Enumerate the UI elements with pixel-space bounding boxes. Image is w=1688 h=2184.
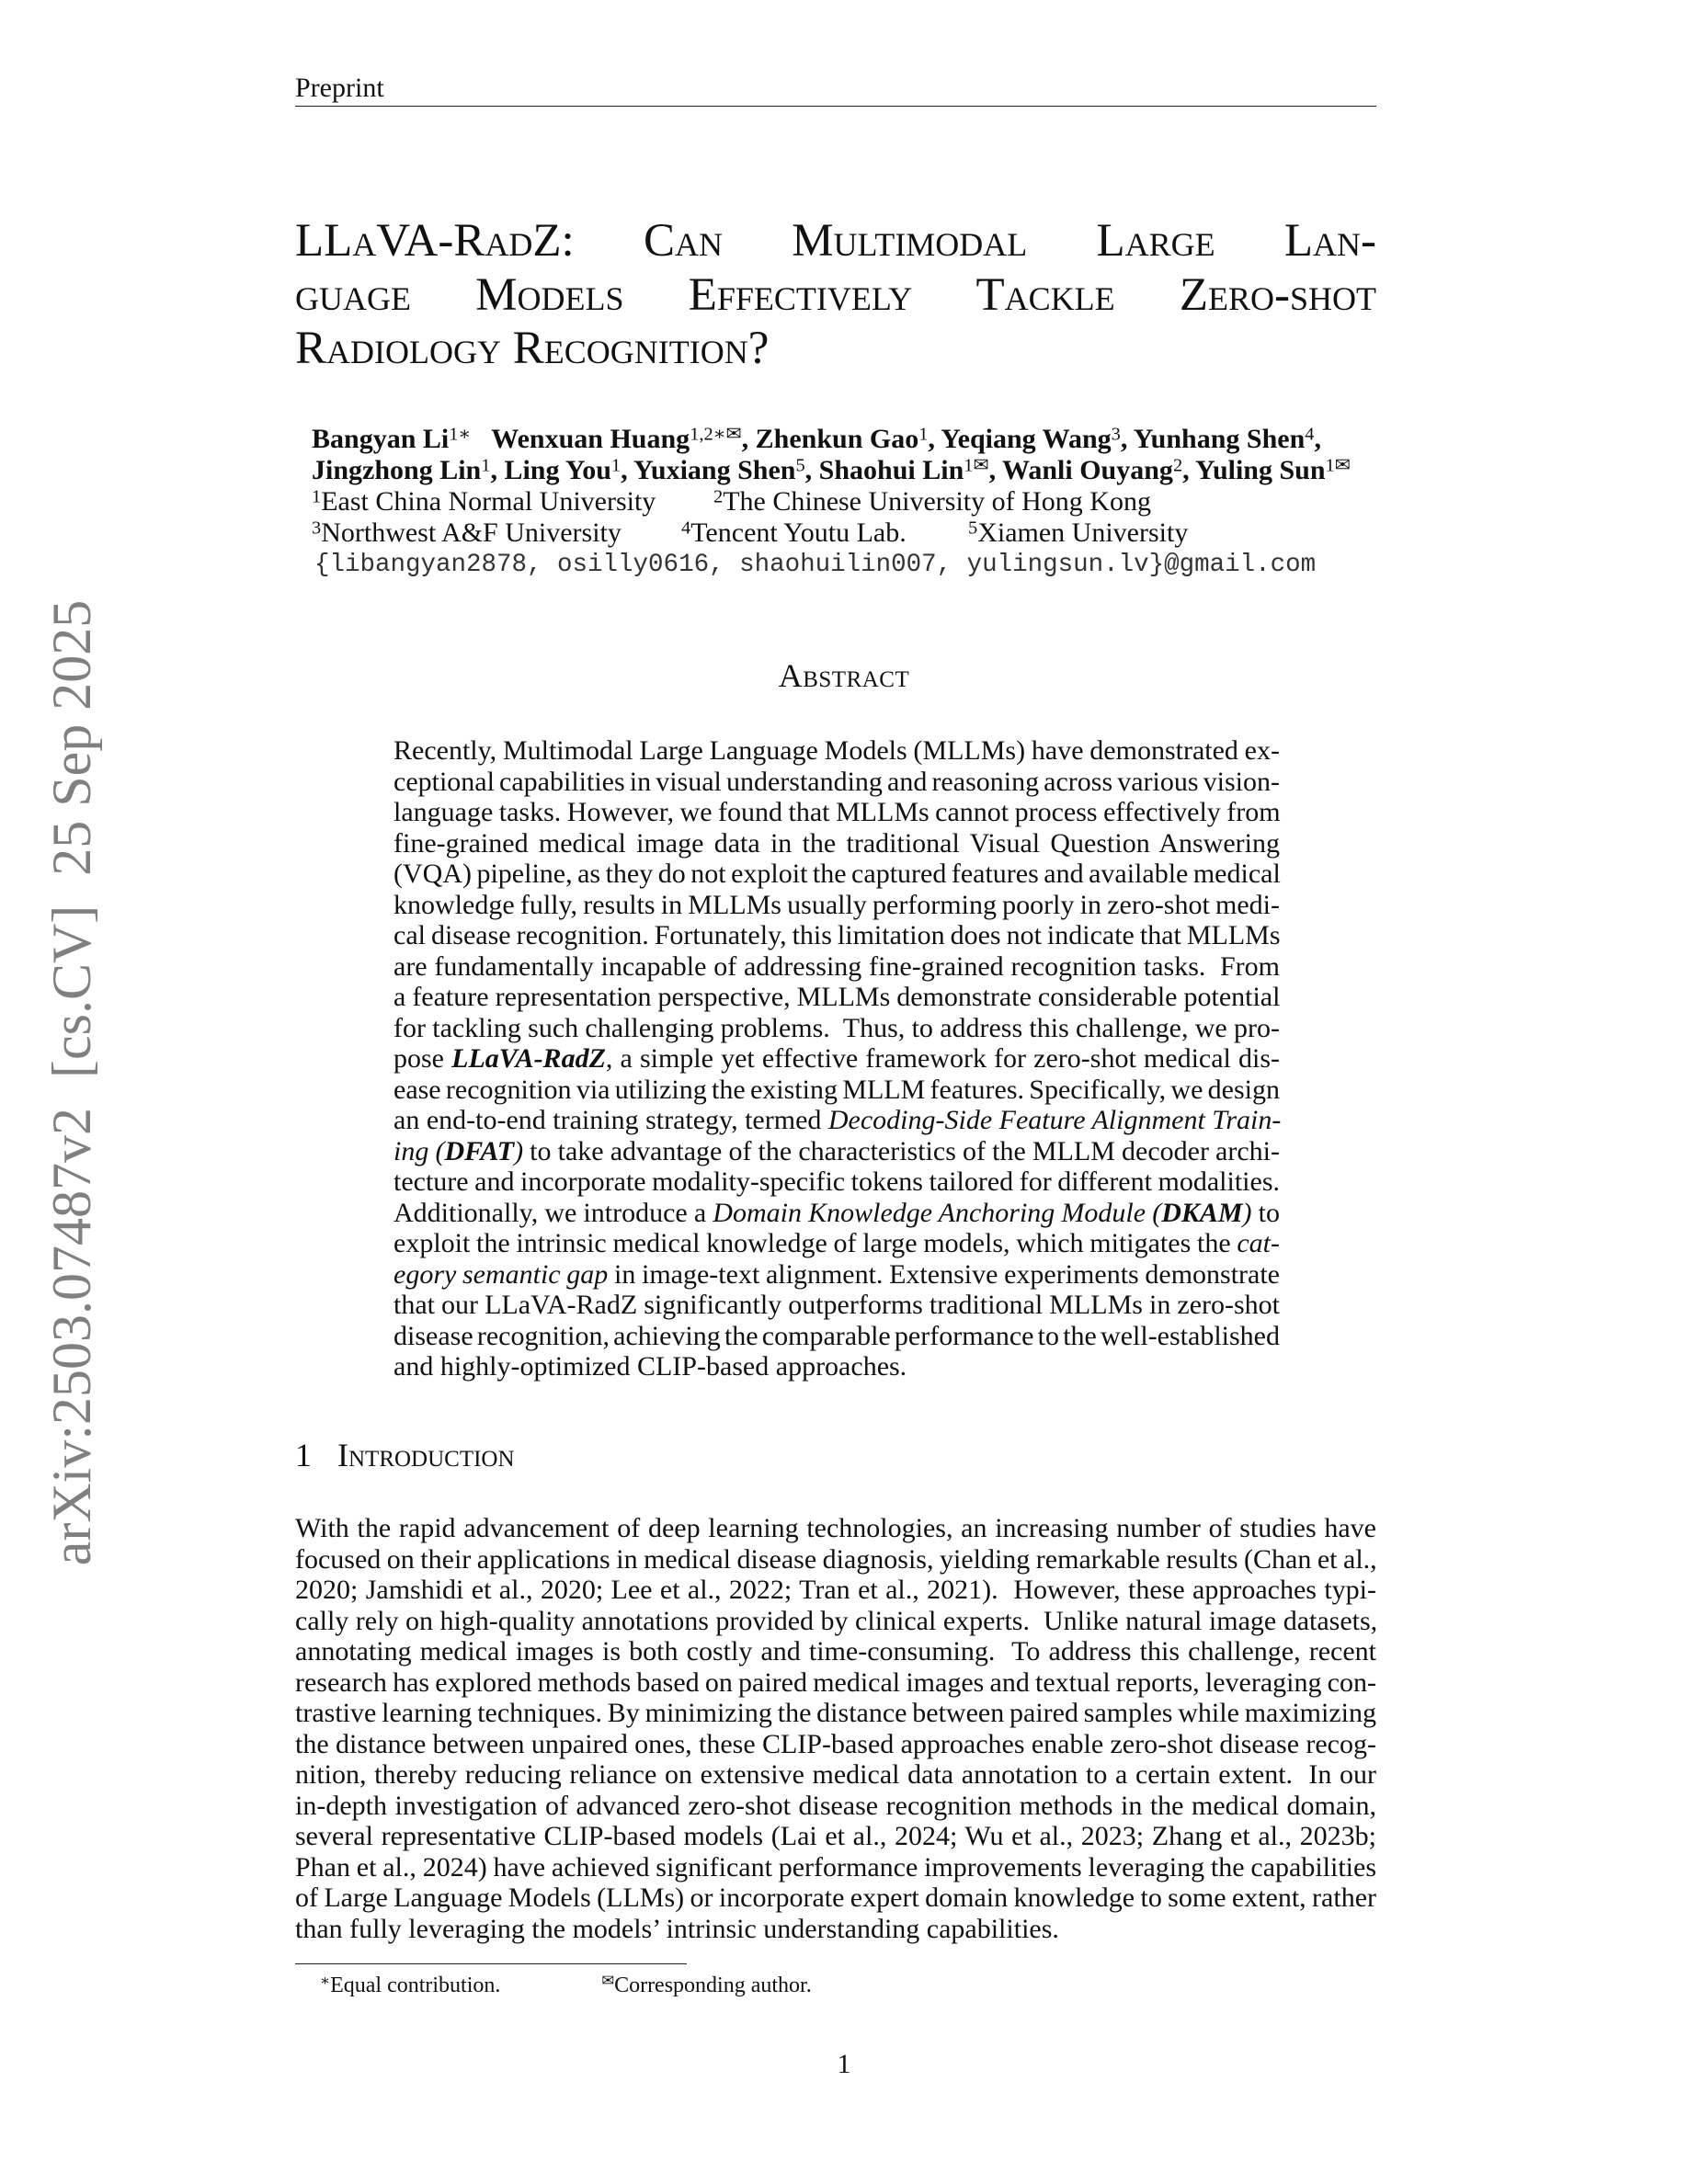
superscript: 1 [918, 424, 929, 445]
text-line [295, 1575, 1376, 1606]
text-segment: DKAM [1161, 1197, 1243, 1228]
text-line [295, 1852, 1376, 1883]
text-line [393, 1351, 1280, 1382]
superscript: 5 [795, 455, 805, 476]
superscript: 1∗ [449, 424, 472, 445]
text-segment: to [1251, 1197, 1281, 1228]
superscript: 1,2∗✉ [690, 424, 742, 445]
text-segment: of Large Language Models (LLMs) or incorporate expert domain knowledge to some extent, rather [295, 1883, 1376, 1913]
affiliation: $^3$Northwest A&F University [312, 518, 622, 548]
text-segment: (VQA) pipeline, as they do not exploit the captured features and available medical [393, 859, 1281, 889]
text-segment: are fundamentally incapable of addressing fine-grained recognition tasks. From [393, 950, 1280, 982]
text-segment: , [1314, 424, 1321, 454]
arxiv-date: 25 Sep 2025 [41, 599, 102, 876]
text-segment: knowledge fully, results in MLLMs usually performing poorly in zero-shot medi- [393, 889, 1280, 920]
text-line [393, 920, 1280, 951]
title-line: LLaVA-RadZ: Can Multimodal Large Lan- [295, 215, 1376, 267]
text-line [312, 455, 1351, 486]
abstract-heading: Abstract [778, 657, 910, 694]
text-segment: nition, thereby reducing reliance on extensive medical data annotation to a certain extent. In our [295, 1759, 1376, 1790]
text-segment: Jingzhong Lin [312, 455, 482, 485]
page-number: 1 [837, 2049, 851, 2079]
text-segment: , Yuxiang Shen [621, 455, 796, 485]
text-segment: an end-to-end training strategy, termed [393, 1105, 828, 1135]
affiliation: $^2$The Chinese University of Hong Kong [713, 486, 1151, 517]
text-segment: Wenxuan Huang [471, 424, 690, 454]
affiliation: $^5$Xiamen University [968, 518, 1189, 548]
running-header: Preprint [295, 73, 384, 103]
title-line: guage Models Effectively Tackle Zero-shot [295, 268, 1376, 321]
arxiv-id: arXiv:2503.07487v2 [41, 1108, 102, 1566]
text-segment: cally rely on high-quality annotations provided by clinical experts. Unlike natural image datasets, [295, 1605, 1378, 1636]
text-line [393, 767, 1280, 798]
text-line [393, 890, 1280, 921]
text-segment: than fully leveraging the models’ intrinsic understanding capabilities. [295, 1913, 1059, 1944]
arxiv-stamp [40, 600, 104, 1566]
text-segment: exploit the intrinsic medical knowledge of large models, which mitigates the [393, 1228, 1237, 1258]
text-line [295, 1759, 1376, 1791]
footnote-rule [295, 1963, 687, 1964]
text-line [393, 859, 1280, 890]
section-title: Introduction [337, 1437, 515, 1473]
text-segment: , Yunhang Shen [1120, 424, 1306, 454]
author-list [312, 424, 1351, 486]
text-line [393, 1136, 1280, 1167]
author-emails: {libangyan2878, osilly0616, shaohuilin007, yulingsun.lv}@gmail.com [314, 551, 1317, 579]
affiliations-row-1 [312, 486, 1151, 518]
text-segment: a feature representation perspective, MLLMs demonstrate considerable potential [393, 982, 1281, 1012]
text-line [393, 1013, 1280, 1044]
title-line: Radiology Recognition? [295, 323, 770, 374]
text-segment: disease recognition, achieving the comparable performance to the well-established [393, 1320, 1280, 1351]
text-line [393, 735, 1280, 767]
text-line [295, 1544, 1376, 1575]
text-segment: Domain Knowledge Anchoring Module ( [713, 1197, 1162, 1228]
text-segment: several representative CLIP-based models (Lai et al., 2024; Wu et al., 2023; Zhang et al., 2023b; [295, 1821, 1376, 1851]
text-segment: trastive learning techniques. By minimizing the distance between paired samples while maximizing [295, 1698, 1376, 1728]
text-segment: 2020; Jamshidi et al., 2020; Lee et al., 2022; Tran et al., 2021). However, these approaches typi- [295, 1575, 1376, 1605]
text-segment: language tasks. However, we found that MLLMs cannot process effectively from [393, 797, 1281, 827]
text-segment: , Zhenkun Gao [741, 424, 919, 454]
text-segment: Phan et al., 2024) have achieved significant performance improvements leveraging the capabilities [295, 1851, 1376, 1883]
text-line [312, 424, 1351, 455]
section-number: 1 [295, 1437, 312, 1473]
text-line [393, 1105, 1280, 1136]
text-segment: tecture and incorporate modality-specific tokens tailored for different modalities. [393, 1166, 1280, 1197]
text-segment: that our LLaVA-RadZ significantly outperforms traditional MLLMs in zero-shot [393, 1290, 1280, 1320]
affiliations-row-2 [312, 518, 1189, 549]
affiliation: $^4$Tencent Youtu Lab. [681, 518, 907, 548]
text-line [295, 1606, 1376, 1637]
abstract-body [393, 735, 1280, 1382]
text-segment: Bangyan Li [312, 424, 450, 454]
text-line [393, 1166, 1280, 1198]
text-line [295, 1667, 1376, 1699]
text-segment: ceptional capabilities in visual understanding and reasoning across various vision- [393, 766, 1280, 797]
text-segment: fine-grained medical image data in the traditional Visual Question Answering [393, 827, 1280, 859]
superscript: 1✉ [1325, 455, 1351, 476]
text-line [295, 1636, 1376, 1667]
text-segment: ease recognition via utilizing the existing MLLM features. Specifically, we design [393, 1074, 1280, 1105]
text-segment: Recently, Multimodal Large Language Models (MLLMs) have demonstrated ex- [393, 735, 1280, 766]
text-segment: cat- [1237, 1228, 1280, 1258]
text-segment: ) [514, 1135, 524, 1166]
text-line [393, 828, 1280, 859]
text-segment: , Shaohui Lin [804, 455, 964, 485]
text-segment: focused on their applications in medical disease diagnosis, yielding remarkable results (Chan et al., [295, 1543, 1377, 1575]
text-line [295, 1729, 1376, 1760]
text-line [393, 1075, 1280, 1106]
text-segment: , Yuling Sun [1182, 455, 1326, 485]
text-line [393, 1043, 1280, 1075]
text-segment: DFAT [444, 1135, 515, 1166]
text-segment: for tackling such challenging problems. Thus, to address this challenge, we pro- [393, 1012, 1280, 1043]
text-line [393, 1259, 1280, 1291]
text-line [393, 1321, 1280, 1352]
text-line [393, 982, 1280, 1013]
text-segment: pose [393, 1043, 452, 1074]
superscript: 4 [1305, 424, 1315, 445]
superscript: 3 [1111, 424, 1121, 445]
affiliation: $^1$East China Normal University [312, 486, 656, 517]
header-rule [295, 106, 1376, 107]
text-segment: the distance between unpaired ones, these CLIP-based approaches enable zero-shot disease recog- [295, 1728, 1376, 1759]
text-segment: Decoding-Side Feature Alignment Train- [827, 1105, 1282, 1135]
text-segment: and highly-optimized CLIP-based approaches. [393, 1351, 907, 1382]
text-segment: research has explored methods based on paired medical images and textual reports, leveraging con- [295, 1666, 1376, 1698]
footnote-equal-contribution: ∗Equal contribution. [320, 1972, 501, 1997]
text-segment: ing ( [393, 1135, 445, 1166]
text-segment: , Ling You [490, 455, 611, 485]
paper-title [295, 214, 1376, 376]
text-segment: LLaVA-RadZ [451, 1043, 606, 1074]
section-heading-introduction [295, 1436, 515, 1474]
text-segment: cal disease recognition. Fortunately, this limitation does not indicate that MLLMs [393, 920, 1281, 950]
text-line [295, 1791, 1376, 1822]
superscript: 1 [610, 455, 622, 476]
text-segment: , a simple yet effective framework for zero-shot medical dis- [605, 1043, 1280, 1074]
text-segment: egory semantic gap [393, 1258, 609, 1290]
footnote-corresponding-author: ✉Corresponding author. [601, 1972, 812, 1997]
text-line [295, 1698, 1376, 1729]
text-segment: in-depth investigation of advanced zero-shot disease recognition methods in the medical domain, [295, 1790, 1376, 1821]
superscript: 1✉ [964, 455, 989, 476]
text-segment: , Wanli Ouyang [988, 455, 1173, 485]
footnotes [320, 1972, 812, 1999]
text-line [295, 1914, 1376, 1945]
arxiv-category: [cs.CV] [41, 904, 102, 1079]
text-line [393, 1198, 1280, 1229]
text-segment: ) [1242, 1197, 1252, 1228]
text-line [393, 1228, 1280, 1259]
text-line [393, 797, 1280, 828]
text-line [393, 1290, 1280, 1321]
text-segment: annotating medical images is both costly and time-consuming. To address this challenge, recent [295, 1636, 1376, 1666]
text-line [295, 1821, 1376, 1852]
text-segment: With the rapid advancement of deep learning technologies, an increasing number of studies have [295, 1513, 1376, 1543]
text-segment: , Yeqiang Wang [928, 424, 1112, 454]
text-segment: Additionally, we introduce a [393, 1197, 713, 1228]
text-line [393, 951, 1280, 983]
text-line [295, 1513, 1376, 1544]
superscript: 2 [1172, 455, 1183, 476]
text-segment: to take advantage of the characteristics of the MLLM decoder archi- [523, 1135, 1281, 1166]
text-segment: in image-text alignment. Extensive experiments demonstrate [608, 1258, 1280, 1290]
superscript: 1 [481, 455, 491, 476]
text-line [295, 1883, 1376, 1914]
introduction-body [295, 1513, 1376, 1944]
